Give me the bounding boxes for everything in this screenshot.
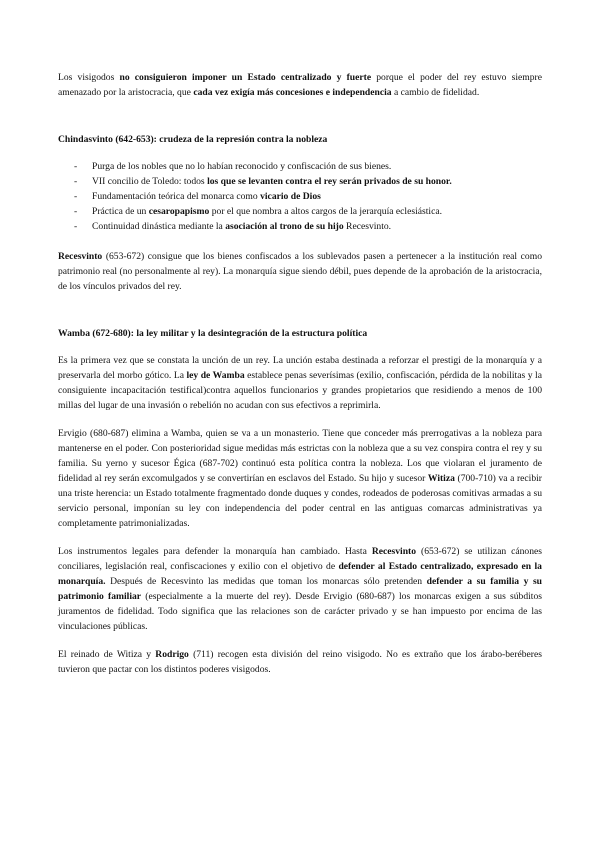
text-run: Los visigodos [58,72,120,83]
bold-text: Witiza [427,473,455,484]
document-page [58,70,542,690]
text-run: Práctica de un [92,206,149,217]
bold-text: asociación al trono de su hijo [225,221,344,232]
text-run: (711) recogen esta división del reino visigodo. No es extraño que los árabo-beréberes tuvieron que pactar con los distintos poderes visigodos. [58,649,542,675]
bullet-item [58,159,542,174]
text-run: El reinado de Witiza y [58,649,156,660]
bullet-dash: - [74,191,78,202]
ervigio-paragraph [58,426,542,531]
text-run: por el que nombra a altos cargos de la jerarquía eclesiástica. [209,206,442,217]
text-run: a cambio de fidelidad. [391,87,480,98]
text-run: (653-672) se utilizan cánones conciliares, legislación real, confiscaciones y exilio con el objetivo de [58,546,542,572]
bold-text: defender al Estado centralizado, expresado en la monarquía. [58,561,542,587]
intro-paragraph [58,70,542,100]
text-run: (especialmente a la muerte del rey). Desde Ervigio (680-687) los monarcas exigen a sus súbditos juramentos de fidelidad. Todo significa que las relaciones son de carácter privado y se han impuesto por encima de las vinculaciones públicas. [58,591,542,632]
text-run: (653-672) consigue que los bienes confiscados a los sublevados pasen a pertenecer a la institución real como patrimonio real (no personalmente al rey). La monarquía sigue siendo débil, pues depende de la aprobación de la aristocracia, de los vínculos privados del rey. [58,251,542,292]
bold-text: no consiguieron imponer un Estado centralizado y fuerte [119,72,372,83]
wamba-paragraph [58,353,542,413]
text-run: Purga de los nobles que no lo habían reconocido y confiscación de sus bienes. [92,161,392,172]
bold-text: defender a su familia y su patrimonio familiar [58,576,543,602]
bold-text: Recesvinto [58,251,103,262]
text-run: Fundamentación teórica del monarca como [92,191,261,202]
bullet-dash: - [74,206,78,217]
bold-text: ley de Wamba [186,370,245,381]
bullet-item [58,204,542,219]
text-run: Después de Recesvinto las medidas que toman los monarcas sólo pretenden [105,576,427,587]
instruments-paragraph [58,544,542,634]
text-run: VII concilio de Toledo: todos [92,176,208,187]
bold-text: Rodrigo [155,649,189,660]
bullet-dash: - [74,221,78,232]
chindasvinto-bullet-list [58,159,542,234]
text-run: porque el poder del rey estuvo siempre amenazado por la aristocracia, que [58,72,542,98]
bold-text: vicario de Dios [260,191,321,202]
bullet-dash: - [74,176,78,187]
text-run: Es la primera vez que se constata la unción de un rey. La unción estaba destinada a reforzar el prestigi de la monarquía y a preservarla del morbo gótico. La [58,355,542,381]
bullet-dash: - [74,161,78,172]
recesvinto-paragraph [58,249,542,294]
bullet-item [58,219,542,234]
bold-text: los que se levanten contra el rey serán privados de su honor. [207,176,452,187]
bold-text: Recesvinto [371,546,417,557]
bullet-item [58,174,542,189]
section-heading-wamba: Wamba (672-680): la ley militar y la desintegración de la estructura política [58,328,368,339]
text-run: Los instrumentos legales para defender la monarquía han cambiado. Hasta [58,546,372,557]
text-run: Ervigio (680-687) elimina a Wamba, quien se va a un monasterio. Tiene que conceder más prerrogativas a la nobleza para mantenerse en el poder. Con posterioridad sigue medidas más estrictas con la nobleza que a su vez conspira contra el rey y su familia. Su yerno y sucesor Égica (687-702) continuó esta política contra la nobleza. Los que violaran el juramento de fidelidad al rey serán excomulgados y se convertirían en esclavos del Estado. Su hijo y sucesor [58,428,542,484]
text-run: Recesvinto. [343,221,392,232]
bold-text: cesaropapismo [148,206,210,217]
text-run: Continuidad dinástica mediante la [92,221,226,232]
text-run: establece penas severísimas (exilio, confiscación, pérdida de la nobilitas y la consiguiente incapacitación testifical)contra aquellos funcionarios y grandes propietarios que residiendo a menos de 100 millas del lugar de una invasión o rebelión no acudan con sus efectivos a reprimirla. [58,370,542,411]
section-heading-chindasvinto: Chindasvinto (642-653): crudeza de la represión contra la nobleza [58,134,328,145]
bold-text: cada vez exigía más concesiones e independencia [193,87,392,98]
text-run: (700-710) va a recibir una triste herencia: un Estado totalmente fragmentado donde duques y condes, rodeados de poderosas comitivas armadas a su servicio personal, imponían su ley con independencia del poder central en las antiguas comarcas administrativas ya completamente patrimonializadas. [58,473,542,529]
bullet-item [58,189,542,204]
rodrigo-paragraph [58,647,542,677]
